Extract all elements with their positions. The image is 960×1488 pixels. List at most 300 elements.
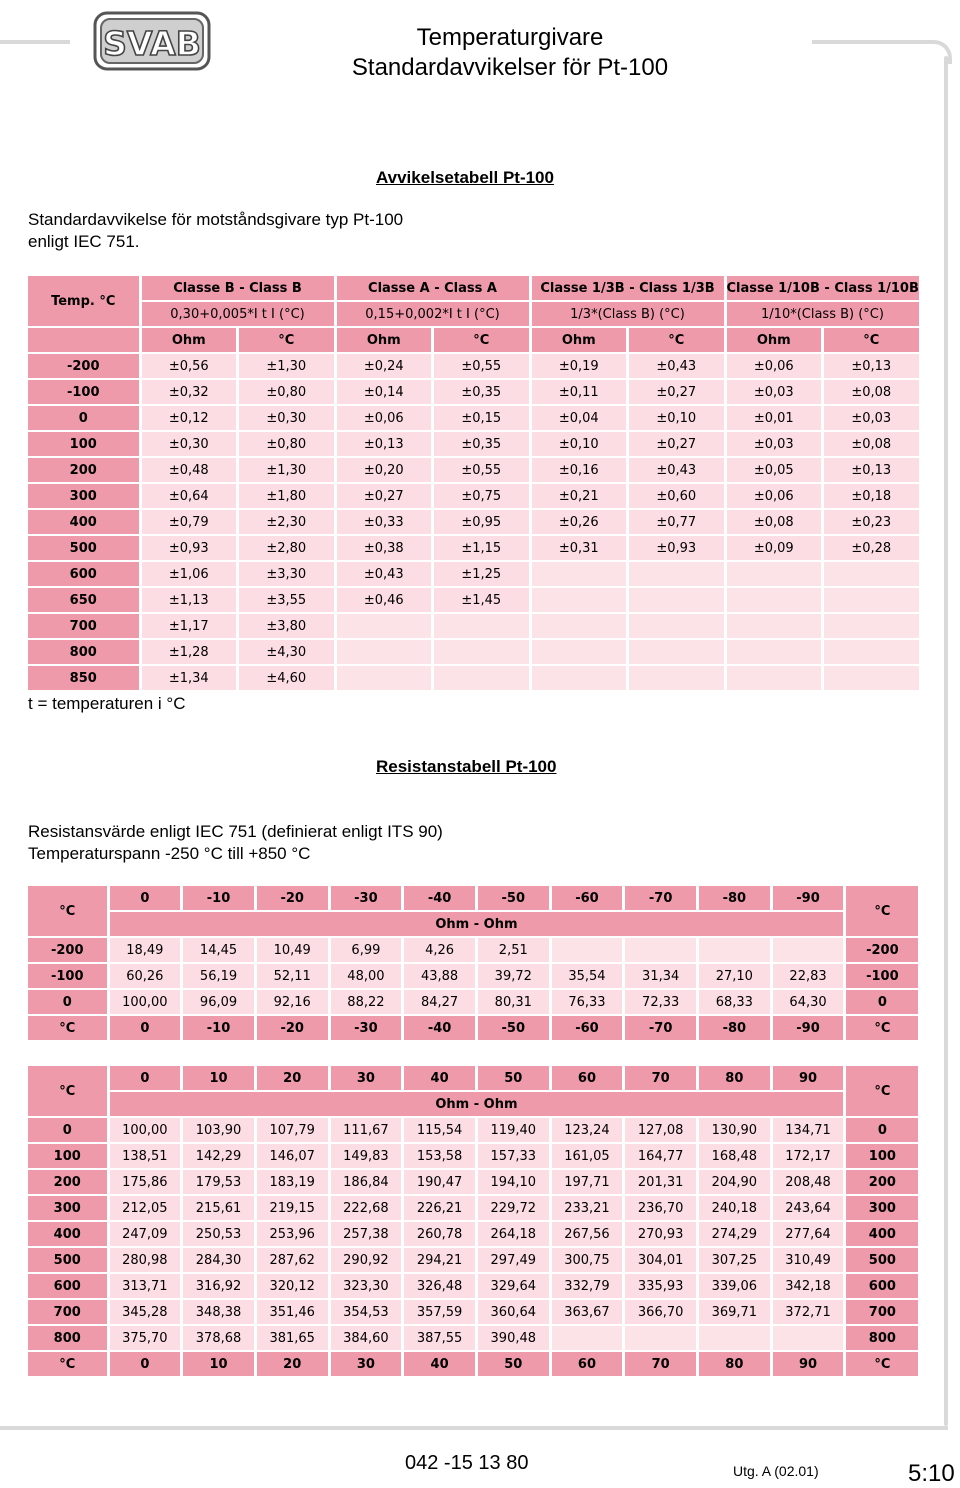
deviation-value: ±0,14 bbox=[335, 379, 433, 405]
resistance-value: 31,34 bbox=[624, 963, 698, 989]
resistance-value: 313,71 bbox=[108, 1273, 182, 1299]
resistance-value: 96,09 bbox=[182, 989, 256, 1015]
column-offset: 0 bbox=[108, 1351, 182, 1377]
resistance-value: 375,70 bbox=[108, 1325, 182, 1351]
column-offset: 0 bbox=[108, 1015, 182, 1041]
resistance-value: 84,27 bbox=[403, 989, 477, 1015]
column-offset: -60 bbox=[550, 886, 624, 911]
empty-cell bbox=[433, 665, 531, 691]
table-row bbox=[28, 509, 920, 535]
deviation-value: ±0,08 bbox=[725, 509, 823, 535]
resistance-value: 229,72 bbox=[476, 1195, 550, 1221]
resistance-value: 243,64 bbox=[771, 1195, 845, 1221]
resistance-value: 384,60 bbox=[329, 1325, 403, 1351]
deviation-value: ±0,13 bbox=[823, 457, 921, 483]
empty-cell bbox=[550, 1325, 624, 1351]
deviation-value: ±0,27 bbox=[335, 483, 433, 509]
resistance-value: 164,77 bbox=[624, 1143, 698, 1169]
deviation-value: ±0,06 bbox=[725, 353, 823, 379]
column-offset: -80 bbox=[698, 1015, 772, 1041]
resistance-value: 157,33 bbox=[476, 1143, 550, 1169]
deviation-value: ±3,55 bbox=[238, 587, 336, 613]
resistance-value: 329,64 bbox=[476, 1273, 550, 1299]
resistance-value: 247,09 bbox=[108, 1221, 182, 1247]
table-row bbox=[28, 431, 920, 457]
column-offset: -40 bbox=[403, 1015, 477, 1041]
deviation-value: ±0,01 bbox=[725, 405, 823, 431]
resistance-value: 335,93 bbox=[624, 1273, 698, 1299]
deviation-value: ±0,10 bbox=[628, 405, 726, 431]
row-temperature: 850 bbox=[28, 665, 140, 691]
resistance-value: 6,99 bbox=[329, 937, 403, 963]
column-offset: 10 bbox=[182, 1066, 256, 1091]
row-temperature: 700 bbox=[28, 1299, 108, 1325]
empty-cell bbox=[725, 561, 823, 587]
resistance-value: 219,15 bbox=[255, 1195, 329, 1221]
deviation-value: ±0,30 bbox=[238, 405, 336, 431]
empty-cell bbox=[823, 639, 921, 665]
resistance-value: 345,28 bbox=[108, 1299, 182, 1325]
column-offset: -50 bbox=[476, 886, 550, 911]
column-offset: 60 bbox=[550, 1351, 624, 1377]
resistance-value: 339,06 bbox=[698, 1273, 772, 1299]
column-offset: -70 bbox=[624, 886, 698, 911]
table-row bbox=[28, 535, 920, 561]
empty-cell bbox=[335, 613, 433, 639]
row-temperature: 0 bbox=[28, 989, 108, 1015]
resistance-value: 222,68 bbox=[329, 1195, 403, 1221]
document-code: 042 -15 13 80 bbox=[405, 1452, 529, 1474]
empty-cell bbox=[530, 639, 628, 665]
deviation-value: ±0,56 bbox=[140, 353, 238, 379]
deviation-value: ±0,79 bbox=[140, 509, 238, 535]
deviation-value: ±1,25 bbox=[433, 561, 531, 587]
row-temperature: 0 bbox=[28, 405, 140, 431]
table-row bbox=[28, 1169, 920, 1195]
deviation-value: ±1,80 bbox=[238, 483, 336, 509]
empty-cell bbox=[530, 613, 628, 639]
empty-cell bbox=[725, 665, 823, 691]
column-offset: -60 bbox=[550, 1015, 624, 1041]
table-row bbox=[28, 587, 920, 613]
resistance-value: 267,56 bbox=[550, 1221, 624, 1247]
column-offset: -40 bbox=[403, 886, 477, 911]
resistance-value: 366,70 bbox=[624, 1299, 698, 1325]
resistance-value: 111,67 bbox=[329, 1117, 403, 1143]
table-row bbox=[28, 1143, 920, 1169]
column-offset: 0 bbox=[108, 886, 182, 911]
empty-cell bbox=[628, 665, 726, 691]
column-offset: 20 bbox=[255, 1066, 329, 1091]
deviation-value: ±4,60 bbox=[238, 665, 336, 691]
deviation-value: ±1,34 bbox=[140, 665, 238, 691]
deviation-value: ±0,60 bbox=[628, 483, 726, 509]
empty-cell bbox=[698, 1325, 772, 1351]
resistance-value: 175,86 bbox=[108, 1169, 182, 1195]
class-name: Classe 1/3B - Class 1/3B bbox=[530, 276, 725, 301]
resistance-value: 48,00 bbox=[329, 963, 403, 989]
resistance-value: 14,45 bbox=[182, 937, 256, 963]
row-temperature: 600 bbox=[28, 561, 140, 587]
resistance-value: 270,93 bbox=[624, 1221, 698, 1247]
deviation-value: ±0,46 bbox=[335, 587, 433, 613]
column-offset: 90 bbox=[771, 1066, 845, 1091]
resistance-value: 260,78 bbox=[403, 1221, 477, 1247]
deviation-value: ±0,08 bbox=[823, 379, 921, 405]
resistance-value: 4,26 bbox=[403, 937, 477, 963]
deviation-value: ±0,23 bbox=[823, 509, 921, 535]
deviation-value: ±0,24 bbox=[335, 353, 433, 379]
resistance-value: 186,84 bbox=[329, 1169, 403, 1195]
deviation-value: ±0,20 bbox=[335, 457, 433, 483]
deviation-value: ±0,27 bbox=[628, 431, 726, 457]
deviation-value: ±0,43 bbox=[335, 561, 433, 587]
column-offset: -30 bbox=[329, 1015, 403, 1041]
unit-c-header: °C bbox=[845, 886, 920, 937]
column-offset: -50 bbox=[476, 1015, 550, 1041]
temperature-note: t = temperaturen i °C bbox=[28, 694, 186, 713]
deviation-value: ±0,77 bbox=[628, 509, 726, 535]
class-formula: 1/3*(Class B) (°C) bbox=[530, 301, 725, 327]
class-formula: 0,15+0,002*I t I (°C) bbox=[335, 301, 530, 327]
resistance-value: 161,05 bbox=[550, 1143, 624, 1169]
page-number: 5:10 bbox=[908, 1460, 955, 1487]
resistance-table-negative bbox=[28, 886, 921, 1042]
row-temperature: 800 bbox=[28, 639, 140, 665]
resistance-value: 130,90 bbox=[698, 1117, 772, 1143]
resistance-value: 287,62 bbox=[255, 1247, 329, 1273]
resistance-value: 320,12 bbox=[255, 1273, 329, 1299]
column-offset: 30 bbox=[329, 1351, 403, 1377]
resistance-value: 310,49 bbox=[771, 1247, 845, 1273]
unit-ohm: Ohm bbox=[530, 327, 628, 353]
empty-cell bbox=[530, 665, 628, 691]
resistance-value: 172,17 bbox=[771, 1143, 845, 1169]
resistance-value: 354,53 bbox=[329, 1299, 403, 1325]
frame-right-edge bbox=[944, 56, 948, 1426]
row-temperature: 200 bbox=[845, 1169, 920, 1195]
resistance-value: 22,83 bbox=[771, 963, 845, 989]
footer-row bbox=[28, 1015, 920, 1041]
table-row bbox=[28, 379, 920, 405]
column-offset: -10 bbox=[182, 886, 256, 911]
deviation-intro-line2: enligt IEC 751. bbox=[28, 232, 140, 251]
deviation-value: ±0,06 bbox=[335, 405, 433, 431]
resistance-value: 307,25 bbox=[698, 1247, 772, 1273]
resistance-intro-line1: Resistansvärde enligt IEC 751 (definierat enligt ITS 90) bbox=[28, 822, 443, 841]
table-row bbox=[28, 1299, 920, 1325]
row-temperature: 800 bbox=[845, 1325, 920, 1351]
column-offset: 80 bbox=[698, 1351, 772, 1377]
resistance-value: 134,71 bbox=[771, 1117, 845, 1143]
row-temperature: 700 bbox=[845, 1299, 920, 1325]
deviation-value: ±1,15 bbox=[433, 535, 531, 561]
resistance-value: 277,64 bbox=[771, 1221, 845, 1247]
deviation-value: ±3,30 bbox=[238, 561, 336, 587]
deviation-value: ±3,80 bbox=[238, 613, 336, 639]
resistance-value: 27,10 bbox=[698, 963, 772, 989]
resistance-value: 215,61 bbox=[182, 1195, 256, 1221]
empty-cell bbox=[771, 937, 845, 963]
header-row bbox=[28, 886, 920, 911]
deviation-value: ±0,09 bbox=[725, 535, 823, 561]
resistance-value: 39,72 bbox=[476, 963, 550, 989]
resistance-value: 153,58 bbox=[403, 1143, 477, 1169]
deviation-value: ±1,13 bbox=[140, 587, 238, 613]
resistance-value: 52,11 bbox=[255, 963, 329, 989]
empty-cell bbox=[823, 587, 921, 613]
resistance-value: 212,05 bbox=[108, 1195, 182, 1221]
resistance-value: 100,00 bbox=[108, 1117, 182, 1143]
resistance-value: 342,18 bbox=[771, 1273, 845, 1299]
table-row bbox=[28, 405, 920, 431]
column-offset: 90 bbox=[771, 1351, 845, 1377]
table-row bbox=[28, 1325, 920, 1351]
resistance-value: 10,49 bbox=[255, 937, 329, 963]
resistance-value: 323,30 bbox=[329, 1273, 403, 1299]
table-row bbox=[28, 963, 920, 989]
resistance-value: 56,19 bbox=[182, 963, 256, 989]
resistance-value: 316,92 bbox=[182, 1273, 256, 1299]
resistance-value: 107,79 bbox=[255, 1117, 329, 1143]
unit-c-footer: °C bbox=[28, 1015, 108, 1041]
column-offset: 70 bbox=[624, 1066, 698, 1091]
empty-cell bbox=[823, 665, 921, 691]
resistance-value: 381,65 bbox=[255, 1325, 329, 1351]
resistance-value: 257,38 bbox=[329, 1221, 403, 1247]
row-temperature: 200 bbox=[28, 1169, 108, 1195]
row-temperature: 100 bbox=[845, 1143, 920, 1169]
ohm-subheader: Ohm - Ohm bbox=[108, 1091, 845, 1117]
svab-logo bbox=[92, 10, 212, 72]
column-offset: 20 bbox=[255, 1351, 329, 1377]
resistance-value: 100,00 bbox=[108, 989, 182, 1015]
empty-cell bbox=[725, 639, 823, 665]
deviation-value: ±0,13 bbox=[335, 431, 433, 457]
deviation-value: ±0,16 bbox=[530, 457, 628, 483]
class-formula: 0,30+0,005*I t I (°C) bbox=[140, 301, 335, 327]
table-row bbox=[28, 1273, 920, 1299]
column-offset: 50 bbox=[476, 1066, 550, 1091]
temp-header: Temp. °C bbox=[28, 276, 140, 327]
resistance-value: 103,90 bbox=[182, 1117, 256, 1143]
class-name: Classe 1/10B - Class 1/10B bbox=[725, 276, 920, 301]
row-temperature: 500 bbox=[28, 535, 140, 561]
resistance-value: 123,24 bbox=[550, 1117, 624, 1143]
resistance-intro-line2: Temperaturspann -250 °C till +850 °C bbox=[28, 844, 311, 863]
resistance-value: 190,47 bbox=[403, 1169, 477, 1195]
footer-row bbox=[28, 1351, 920, 1377]
resistance-value: 64,30 bbox=[771, 989, 845, 1015]
row-temperature: 0 bbox=[845, 1117, 920, 1143]
deviation-value: ±0,10 bbox=[530, 431, 628, 457]
empty-cell bbox=[335, 639, 433, 665]
deviation-value: ±0,03 bbox=[725, 431, 823, 457]
deviation-value: ±0,93 bbox=[628, 535, 726, 561]
deviation-value: ±0,08 bbox=[823, 431, 921, 457]
resistance-value: 372,71 bbox=[771, 1299, 845, 1325]
column-offset: -30 bbox=[329, 886, 403, 911]
resistance-value: 226,21 bbox=[403, 1195, 477, 1221]
resistance-value: 250,53 bbox=[182, 1221, 256, 1247]
deviation-value: ±0,04 bbox=[530, 405, 628, 431]
resistance-value: 290,92 bbox=[329, 1247, 403, 1273]
resistance-value: 194,10 bbox=[476, 1169, 550, 1195]
table-row bbox=[28, 665, 920, 691]
deviation-title: Avvikelsetabell Pt-100 bbox=[376, 168, 554, 187]
empty-cell bbox=[433, 639, 531, 665]
document-version: Utg. A (02.01) bbox=[733, 1463, 819, 1479]
empty-cell bbox=[628, 587, 726, 613]
resistance-value: 119,40 bbox=[476, 1117, 550, 1143]
resistance-value: 179,53 bbox=[182, 1169, 256, 1195]
empty-cell bbox=[823, 613, 921, 639]
row-temperature: 100 bbox=[28, 431, 140, 457]
unit-c: °C bbox=[628, 327, 726, 353]
row-temperature: 500 bbox=[845, 1247, 920, 1273]
empty-cell bbox=[725, 613, 823, 639]
frame-top-left bbox=[0, 40, 70, 44]
deviation-value: ±0,80 bbox=[238, 379, 336, 405]
unit-c: °C bbox=[823, 327, 921, 353]
row-temperature: 600 bbox=[845, 1273, 920, 1299]
column-offset: -80 bbox=[698, 886, 772, 911]
table-row bbox=[28, 989, 920, 1015]
empty-cell bbox=[530, 587, 628, 613]
resistance-value: 60,26 bbox=[108, 963, 182, 989]
row-temperature: 500 bbox=[28, 1247, 108, 1273]
deviation-value: ±4,30 bbox=[238, 639, 336, 665]
column-offset: 40 bbox=[403, 1351, 477, 1377]
deviation-value: ±0,31 bbox=[530, 535, 628, 561]
row-temperature: 300 bbox=[28, 1195, 108, 1221]
row-temperature: -100 bbox=[845, 963, 920, 989]
resistance-value: 387,55 bbox=[403, 1325, 477, 1351]
row-temperature: 800 bbox=[28, 1325, 108, 1351]
row-temperature: -100 bbox=[28, 963, 108, 989]
table-row bbox=[28, 457, 920, 483]
resistance-value: 236,70 bbox=[624, 1195, 698, 1221]
deviation-value: ±0,64 bbox=[140, 483, 238, 509]
deviation-value: ±2,80 bbox=[238, 535, 336, 561]
subheader-row bbox=[28, 911, 920, 937]
resistance-value: 72,33 bbox=[624, 989, 698, 1015]
deviation-value: ±0,19 bbox=[530, 353, 628, 379]
deviation-value: ±1,06 bbox=[140, 561, 238, 587]
deviation-value: ±0,30 bbox=[140, 431, 238, 457]
deviation-value: ±1,17 bbox=[140, 613, 238, 639]
unit-c-header: °C bbox=[28, 886, 108, 937]
deviation-value: ±1,28 bbox=[140, 639, 238, 665]
resistance-value: 88,22 bbox=[329, 989, 403, 1015]
row-temperature: 100 bbox=[28, 1143, 108, 1169]
column-offset: -10 bbox=[182, 1015, 256, 1041]
unit-c-header: °C bbox=[28, 1066, 108, 1117]
resistance-title: Resistanstabell Pt-100 bbox=[376, 757, 557, 776]
row-temperature: 400 bbox=[28, 509, 140, 535]
table-row bbox=[28, 353, 920, 379]
class-name: Classe B - Class B bbox=[140, 276, 335, 301]
empty-cell bbox=[771, 1325, 845, 1351]
row-temperature: 400 bbox=[28, 1221, 108, 1247]
table-row bbox=[28, 937, 920, 963]
deviation-value: ±0,05 bbox=[725, 457, 823, 483]
row-temperature: -200 bbox=[28, 353, 140, 379]
resistance-value: 183,19 bbox=[255, 1169, 329, 1195]
deviation-value: ±0,11 bbox=[530, 379, 628, 405]
unit-c-footer: °C bbox=[845, 1015, 920, 1041]
deviation-value: ±0,06 bbox=[725, 483, 823, 509]
resistance-value: 2,51 bbox=[476, 937, 550, 963]
deviation-value: ±2,30 bbox=[238, 509, 336, 535]
table-row bbox=[28, 1117, 920, 1143]
deviation-value: ±0,35 bbox=[433, 431, 531, 457]
deviation-value: ±0,80 bbox=[238, 431, 336, 457]
deviation-value: ±0,13 bbox=[823, 353, 921, 379]
empty-cell bbox=[433, 613, 531, 639]
resistance-value: 357,59 bbox=[403, 1299, 477, 1325]
resistance-value: 351,46 bbox=[255, 1299, 329, 1325]
resistance-value: 142,29 bbox=[182, 1143, 256, 1169]
resistance-value: 43,88 bbox=[403, 963, 477, 989]
table-row bbox=[28, 639, 920, 665]
resistance-value: 240,18 bbox=[698, 1195, 772, 1221]
unit-c-footer: °C bbox=[28, 1351, 108, 1377]
deviation-value: ±0,43 bbox=[628, 457, 726, 483]
table-row bbox=[28, 1195, 920, 1221]
deviation-value: ±0,93 bbox=[140, 535, 238, 561]
resistance-value: 390,48 bbox=[476, 1325, 550, 1351]
column-offset: -20 bbox=[255, 1015, 329, 1041]
page-subtitle: Standardavvikelser för Pt-100 bbox=[351, 54, 669, 81]
unit-ohm: Ohm bbox=[335, 327, 433, 353]
row-temperature: 400 bbox=[845, 1221, 920, 1247]
deviation-value: ±0,75 bbox=[433, 483, 531, 509]
empty-cell bbox=[624, 937, 698, 963]
frame-bottom bbox=[0, 1426, 948, 1430]
page-title: Temperaturgivare bbox=[416, 24, 604, 51]
unit-ohm: Ohm bbox=[725, 327, 823, 353]
deviation-value: ±0,03 bbox=[823, 405, 921, 431]
class-name: Classe A - Class A bbox=[335, 276, 530, 301]
row-temperature: -200 bbox=[845, 937, 920, 963]
deviation-value: ±0,35 bbox=[433, 379, 531, 405]
resistance-value: 326,48 bbox=[403, 1273, 477, 1299]
resistance-value: 348,38 bbox=[182, 1299, 256, 1325]
deviation-value: ±0,27 bbox=[628, 379, 726, 405]
resistance-value: 92,16 bbox=[255, 989, 329, 1015]
deviation-value: ±0,55 bbox=[433, 353, 531, 379]
row-temperature: -100 bbox=[28, 379, 140, 405]
header-row bbox=[28, 1066, 920, 1091]
deviation-value: ±0,43 bbox=[628, 353, 726, 379]
column-offset: -70 bbox=[624, 1015, 698, 1041]
resistance-value: 369,71 bbox=[698, 1299, 772, 1325]
resistance-value: 18,49 bbox=[108, 937, 182, 963]
row-temperature: 0 bbox=[28, 1117, 108, 1143]
column-offset: -20 bbox=[255, 886, 329, 911]
unit-c: °C bbox=[433, 327, 531, 353]
resistance-value: 76,33 bbox=[550, 989, 624, 1015]
resistance-value: 208,48 bbox=[771, 1169, 845, 1195]
row-temperature: 700 bbox=[28, 613, 140, 639]
column-offset: 80 bbox=[698, 1066, 772, 1091]
empty-cell bbox=[823, 561, 921, 587]
deviation-value: ±0,38 bbox=[335, 535, 433, 561]
deviation-value: ±0,33 bbox=[335, 509, 433, 535]
deviation-value: ±0,55 bbox=[433, 457, 531, 483]
resistance-value: 363,67 bbox=[550, 1299, 624, 1325]
